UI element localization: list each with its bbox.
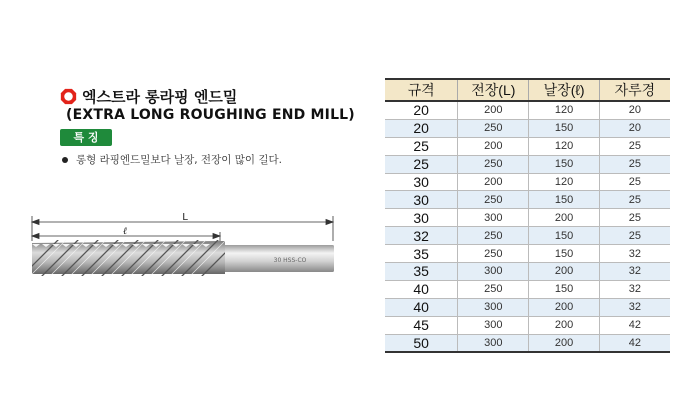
table-cell: 150	[529, 280, 599, 298]
table-cell: 300	[458, 298, 529, 316]
table-cell: 40	[385, 280, 458, 298]
table-cell: 42	[599, 316, 670, 334]
table-cell: 200	[529, 334, 599, 352]
table-cell: 150	[529, 227, 599, 245]
table-cell: 30	[385, 191, 458, 209]
product-title-english: (EXTRA LONG ROUGHING END MILL)	[66, 107, 355, 123]
table-cell: 20	[599, 119, 670, 137]
table-cell: 200	[529, 263, 599, 281]
table-header: 자루경	[599, 79, 670, 101]
table-cell: 150	[529, 119, 599, 137]
table-cell: 32	[599, 280, 670, 298]
table-row	[385, 245, 670, 263]
shank-marking: 30 HSS-CO	[273, 257, 307, 264]
table-row	[385, 209, 670, 227]
table-cell: 200	[529, 209, 599, 227]
end-mill-drawing	[20, 208, 345, 280]
table-row	[385, 101, 670, 119]
table-cell: 250	[458, 245, 529, 263]
table-cell: 32	[599, 263, 670, 281]
table-row	[385, 298, 670, 316]
table-cell: 120	[529, 101, 599, 119]
table-cell: 25	[385, 137, 458, 155]
table-cell: 120	[529, 137, 599, 155]
table-cell: 300	[458, 316, 529, 334]
table-cell: 25	[599, 155, 670, 173]
table-cell: 200	[458, 173, 529, 191]
table-cell: 150	[529, 191, 599, 209]
table-cell: 20	[599, 101, 670, 119]
feature-text: 롱형 라핑엔드밀보다 날장, 전장이 많이 길다.	[76, 154, 282, 166]
table-cell: 32	[385, 227, 458, 245]
table-cell: 25	[599, 173, 670, 191]
table-cell: 20	[385, 101, 458, 119]
table-cell: 25	[599, 137, 670, 155]
table-row	[385, 263, 670, 281]
product-title-korean: 엑스트라 롱라핑 엔드밀	[82, 88, 238, 106]
table-header: 전장(L)	[458, 79, 529, 101]
table-cell: 300	[458, 263, 529, 281]
table-cell: 250	[458, 155, 529, 173]
feature-bullet	[62, 152, 282, 167]
table-row	[385, 173, 670, 191]
table-cell: 300	[458, 334, 529, 352]
table-cell: 250	[458, 191, 529, 209]
flute-length-label: ℓ	[122, 226, 128, 237]
table-cell: 200	[529, 316, 599, 334]
table-row	[385, 155, 670, 173]
table-header-row	[385, 79, 670, 101]
table-cell: 32	[599, 298, 670, 316]
table-cell: 120	[529, 173, 599, 191]
table-cell: 25	[385, 155, 458, 173]
table-header: 날장(ℓ)	[529, 79, 599, 101]
total-length-label: L	[182, 212, 188, 223]
table-row	[385, 191, 670, 209]
table-cell: 200	[458, 101, 529, 119]
table-cell: 150	[529, 245, 599, 263]
table-row	[385, 137, 670, 155]
table-row	[385, 227, 670, 245]
table-header: 규격	[385, 79, 458, 101]
table-cell: 25	[599, 191, 670, 209]
table-cell: 50	[385, 334, 458, 352]
table-cell: 300	[458, 209, 529, 227]
octagon-logo-icon	[60, 88, 77, 105]
table-row	[385, 316, 670, 334]
feature-badge: 특 징	[60, 129, 112, 146]
table-cell: 200	[458, 137, 529, 155]
table-cell: 30	[385, 209, 458, 227]
table-cell: 250	[458, 227, 529, 245]
table-cell: 250	[458, 280, 529, 298]
table-cell: 45	[385, 316, 458, 334]
table-cell: 35	[385, 245, 458, 263]
table-row	[385, 119, 670, 137]
table-cell: 32	[599, 245, 670, 263]
table-cell: 150	[529, 155, 599, 173]
table-cell: 35	[385, 263, 458, 281]
table-row	[385, 280, 670, 298]
table-cell: 25	[599, 209, 670, 227]
spec-table	[385, 78, 670, 353]
table-cell: 25	[599, 227, 670, 245]
table-cell: 40	[385, 298, 458, 316]
table-cell: 20	[385, 119, 458, 137]
bullet-dot-icon	[62, 157, 68, 163]
table-cell: 250	[458, 119, 529, 137]
table-row	[385, 334, 670, 352]
table-cell: 30	[385, 173, 458, 191]
table-cell: 42	[599, 334, 670, 352]
table-cell: 200	[529, 298, 599, 316]
